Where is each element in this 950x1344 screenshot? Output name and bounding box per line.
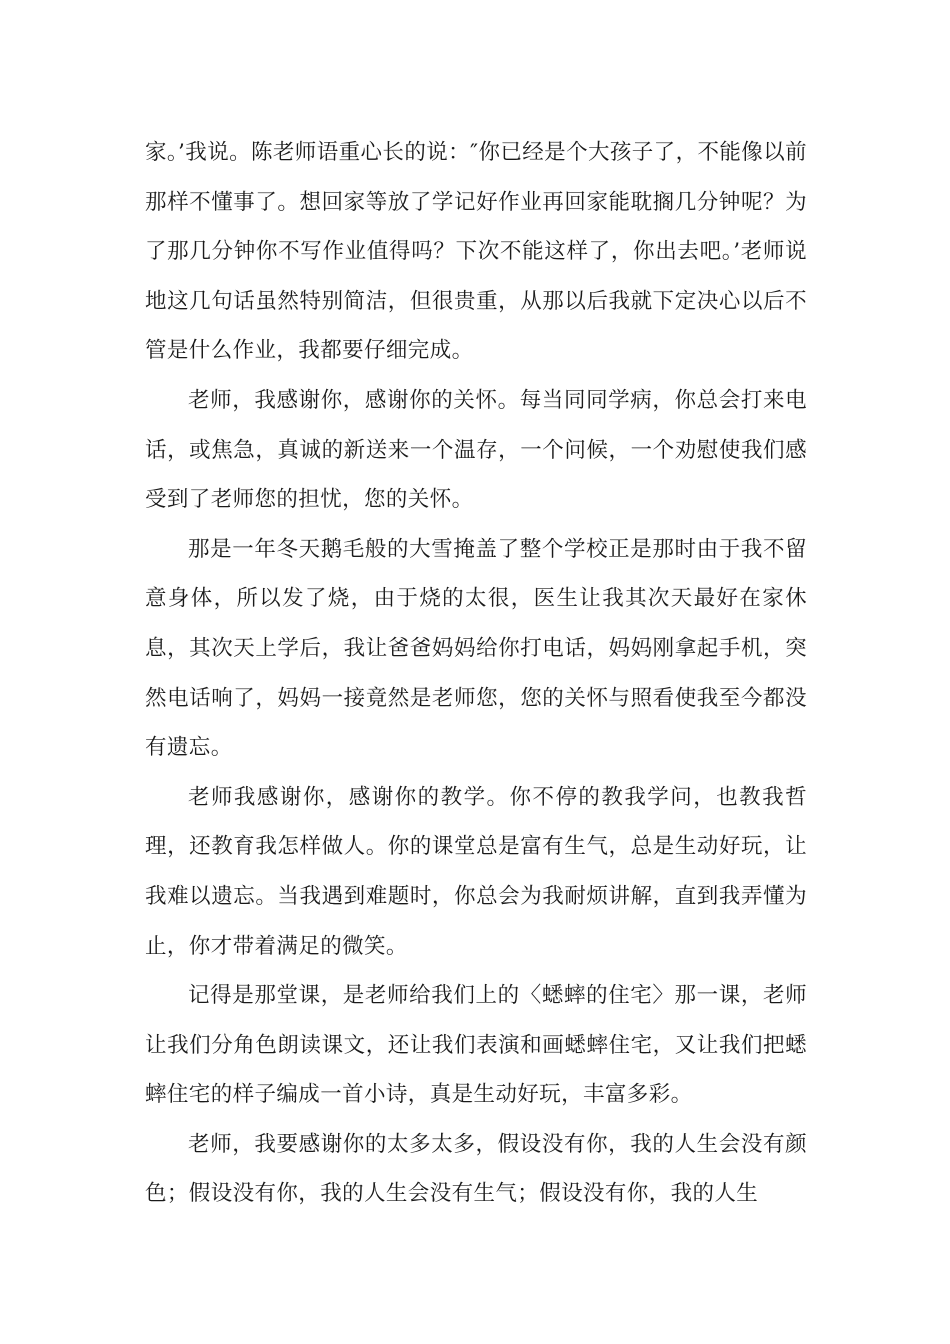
paragraph-2: 老师，我感谢你，感谢你的关怀。每当同同学病，你总会打来电话，或焦急，真诚的新送来一个温存，一个问候，一个劝慰使我们感受到了老师您的担忧，您的关怀。 [145, 387, 807, 513]
document-body [145, 128, 807, 1219]
paragraph-6: 老师，我要感谢你的太多太多，假设没有你，我的人生会没有颜色；假设没有你，我的人生会没有生气；假设没有你，我的人生 [145, 1131, 807, 1207]
paragraph-5: 记得是那堂课，是老师给我们上的〈蟋蟀的住宅〉那一课，老师让我们分角色朗读课文，还让我们表演和画蟋蟀住宅，又让我们把蟋蟀住宅的样子编成一首小诗，真是生动好玩，丰富多彩。 [145, 983, 807, 1108]
paragraph-3: 那是一年冬天鹅毛般的大雪掩盖了整个学校正是那时由于我不留意身体，所以发了烧，由于烧的太很，医生让我其次天最好在家休息，其次天上学后，我让爸爸妈妈给你打电话，妈妈刚拿起手机，突然电话响了，妈妈一接竟然是老师您，您的关怀与照看使我至今都没有遗忘。 [145, 536, 807, 761]
paragraph-4: 老师我感谢你，感谢你的教学。你不停的教我学问，也教我哲理，还教育我怎样做人。你的课堂总是富有生气，总是生动好玩，让我难以遗忘。当我遇到难题时，你总会为我耐烦讲解，直到我弄懂为止，你才带着满足的微笑。 [145, 784, 807, 959]
paragraph-1: 家。’我说。陈老师语重心长的说：″你已经是个大孩子了，不能像以前那样不懂事了。想回家等放了学记好作业再回家能耽搁几分钟呢？为了那几分钟你不写作业值得吗？下次不能这样了，你出去吧。’老师说地这几句话虽然特别简洁，但很贵重，从那以后我就下定决心以后不管是什么作业，我都要仔细完成。 [145, 140, 807, 364]
